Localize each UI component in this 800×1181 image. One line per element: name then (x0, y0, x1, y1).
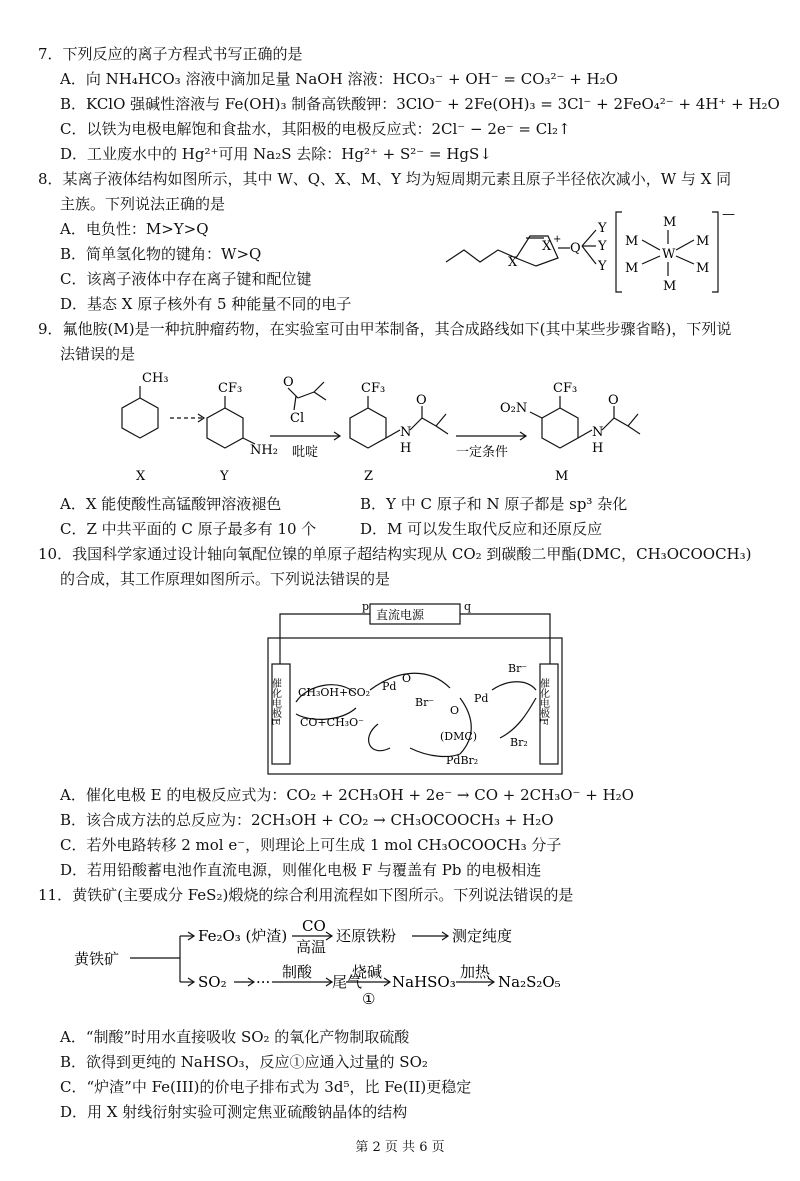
q9-label-y: Y (220, 469, 229, 484)
q11-ore: 黄铁矿 (74, 950, 120, 968)
q8-stem-2: 主族。下列说法正确的是 (60, 195, 226, 213)
q8-m-label-top: M (663, 215, 677, 230)
q9-o-reagent: O (283, 375, 294, 390)
q10-option-a: A．催化电极 E 的电极反应式为：CO₂ + 2CH₃OH + 2e⁻ → CO + 2CH₃O⁻ + H₂O (60, 786, 634, 804)
q9-o-m: O (608, 393, 619, 408)
q9-h-m: H (592, 441, 604, 456)
q10-option-c: C．若外电路转移 2 mol e⁻，则理论上可生成 1 mol CH₃OCOOCH₃ 分子 (60, 836, 562, 854)
q7-option-a: A．向 NH₄HCO₃ 溶液中滴加足量 NaOH 溶液：HCO₃⁻ + OH⁻ = CO₃²⁻ + H₂O (60, 70, 618, 88)
q10-o-label-1: O (402, 672, 412, 685)
q10-pd-upper: Pd (382, 680, 397, 693)
q10-br2: Br₂ (510, 736, 528, 749)
q11-so2: SO₂ (198, 973, 227, 991)
q7-option-c: C．以铁为电极电解饱和食盐水，其阳极的电极反应式：2Cl⁻ − 2e⁻ = Cl₂↑ (60, 120, 571, 138)
q11-co: CO (302, 917, 326, 935)
q10-power-label: 直流电源 (376, 608, 425, 622)
q9-h-z: H (400, 441, 412, 456)
q7-option-b: B．KClO 强碱性溶液与 Fe(OH)₃ 制备高铁酸钾：3ClO⁻ + 2Fe(OH)₃ = 3Cl⁻ + 2FeO₄²⁻ + 4H⁺ + H₂O (60, 95, 780, 113)
q10-q: q (464, 600, 472, 613)
q8-minus-sign: — (722, 207, 735, 222)
q9-option-c: C．Z 中共平面的 C 原子最多有 10 个 (60, 520, 317, 538)
q9-option-a: A．X 能使酸性高锰酸钾溶液褪色 (60, 495, 282, 513)
q8-m-label-bottom: M (663, 279, 677, 294)
q9-cl: Cl (290, 411, 305, 426)
q8-y-label-2: Y (598, 239, 607, 254)
q9-n-z: N (400, 425, 412, 440)
q11-option-b: B．欲得到更纯的 NaHSO₃，反应①应通入过量的 SO₂ (60, 1053, 428, 1071)
q8-option-a: A．电负性：M>Y>Q (60, 220, 209, 238)
q9-synthesis-route (100, 368, 720, 488)
q9-o2n: O₂N (500, 401, 528, 416)
q8-w-label: W (662, 247, 676, 262)
q9-stem-1: 9．氟他胺(M)是一种抗肿瘤药物，在实验室可由甲苯制备，其合成路线如下(其中某些步骤省略)，下列说 (38, 320, 732, 338)
q9-o-z: O (416, 393, 427, 408)
q11-dots: ··· (256, 973, 271, 991)
q9-label-m: M (555, 469, 569, 484)
q8-y-label-3: Y (598, 259, 607, 274)
q11-na2s2o5: Na₂S₂O₅ (498, 973, 561, 991)
q11-naoh: 烧碱 (352, 963, 383, 981)
q8-x-label-2: X (542, 239, 552, 254)
q8-q-label: Q (570, 241, 581, 256)
q8-stem-1: 8．某离子液体结构如图所示，其中 W、Q、X、M、Y 均为短周期元素且原子半径依次减小，W 与 X 同 (38, 170, 732, 188)
q9-ch3: CH₃ (142, 371, 169, 386)
q11-nahso3: NaHSO₃ (392, 973, 456, 991)
q9-stem-2: 法错误的是 (60, 345, 136, 363)
q10-electrode-e: 催化电极E (269, 678, 281, 726)
q10-dmc: (DMC) (440, 730, 478, 743)
q10-electrolysis-diagram (260, 598, 570, 778)
q11-flowchart (70, 910, 590, 1020)
q9-cf3-z: CF₃ (361, 381, 386, 396)
q8-ionic-liquid-structure (440, 200, 770, 305)
q11-option-a: A．“制酸”时用水直接吸收 SO₂ 的氧化产物制取硫酸 (60, 1028, 410, 1046)
q8-m-label-lr: M (696, 261, 710, 276)
q11-purity: 测定纯度 (452, 927, 513, 945)
q9-cf3-m: CF₃ (553, 381, 578, 396)
q10-option-b: B．该合成方法的总反应为：2CH₃OH + CO₂ → CH₃OCOOCH₃ + H₂O (60, 811, 554, 829)
q11-acid: 制酸 (282, 963, 313, 981)
q8-y-label-1: Y (598, 221, 607, 236)
q10-electrode-f: 催化电极F (537, 678, 549, 725)
q11-high-temp: 高温 (296, 938, 327, 956)
q8-m-label-ll: M (625, 261, 639, 276)
q11-option-d: D．用 X 射线衍射实验可测定焦亚硫酸钠晶体的结构 (60, 1103, 408, 1121)
q7-option-d: D．工业废水中的 Hg²⁺可用 Na₂S 去除：Hg²⁺ + S²⁻ = HgS↓ (60, 145, 492, 163)
q9-pyridine: 吡啶 (292, 445, 319, 460)
q11-fe2o3: Fe₂O₃ (炉渣) (198, 927, 288, 945)
q9-option-d: D．M 可以发生取代反应和还原反应 (360, 520, 603, 538)
q8-option-b: B．简单氢化物的键角：W>Q (60, 245, 262, 263)
page-footer: 第 2 页 共 6 页 (355, 1140, 445, 1155)
q9-nh2: NH₂ (250, 443, 278, 458)
q8-m-label-ul: M (625, 234, 639, 249)
q11-iron-powder: 还原铁粉 (336, 927, 397, 945)
q10-reactants: CH₃OH+CO₂ (298, 686, 371, 699)
q8-option-c: C．该离子液体中存在离子键和配位键 (60, 270, 312, 288)
q9-option-b: B．Y 中 C 原子和 N 原子都是 sp³ 杂化 (360, 495, 628, 513)
q11-option-c: C．“炉渣”中 Fe(III)的价电子排布式为 3d⁵，比 Fe(II)更稳定 (60, 1078, 472, 1096)
q11-stem: 11．黄铁矿(主要成分 FeS₂)煅烧的综合利用流程如下图所示。下列说法错误的是 (38, 886, 574, 904)
q11-step-one: ① (362, 990, 376, 1008)
q10-pdbr2: PdBr₂ (446, 754, 479, 767)
q10-o-label-2: O (450, 704, 460, 717)
q9-label-x: X (136, 469, 146, 484)
q10-p: p (362, 600, 370, 613)
q10-br-mid: Br⁻ (415, 696, 435, 709)
q9-cf3-y: CF₃ (218, 381, 243, 396)
q10-products-e: CO+CH₃O⁻ (300, 716, 364, 729)
q8-m-label-ur: M (696, 234, 710, 249)
q7-stem: 7．下列反应的离子方程式书写正确的是 (38, 45, 303, 63)
q11-tail-gas: 尾气 (332, 973, 363, 991)
q10-stem-2: 的合成，其工作原理如图所示。下列说法错误的是 (60, 570, 391, 588)
q9-label-z: Z (364, 469, 374, 484)
q8-option-d: D．基态 X 原子核外有 5 种能量不同的电子 (60, 295, 352, 313)
q10-option-d: D．若用铅酸蓄电池作直流电源，则催化电极 F 与覆盖有 Pb 的电极相连 (60, 861, 542, 879)
q10-stem-1: 10．我国科学家通过设计轴向氧配位镍的单原子超结构实现从 CO₂ 到碳酸二甲酯(DMC，CH₃OCOOCH₃) (38, 545, 752, 563)
q11-heat: 加热 (460, 963, 491, 981)
q9-n-m: N (592, 425, 604, 440)
q10-br-right: Br⁻ (508, 662, 528, 675)
q10-pd-right: Pd (474, 692, 489, 705)
q8-x-label-1: X (508, 255, 518, 270)
q9-condition: 一定条件 (456, 445, 509, 460)
q8-plus-sign: + (553, 234, 562, 245)
